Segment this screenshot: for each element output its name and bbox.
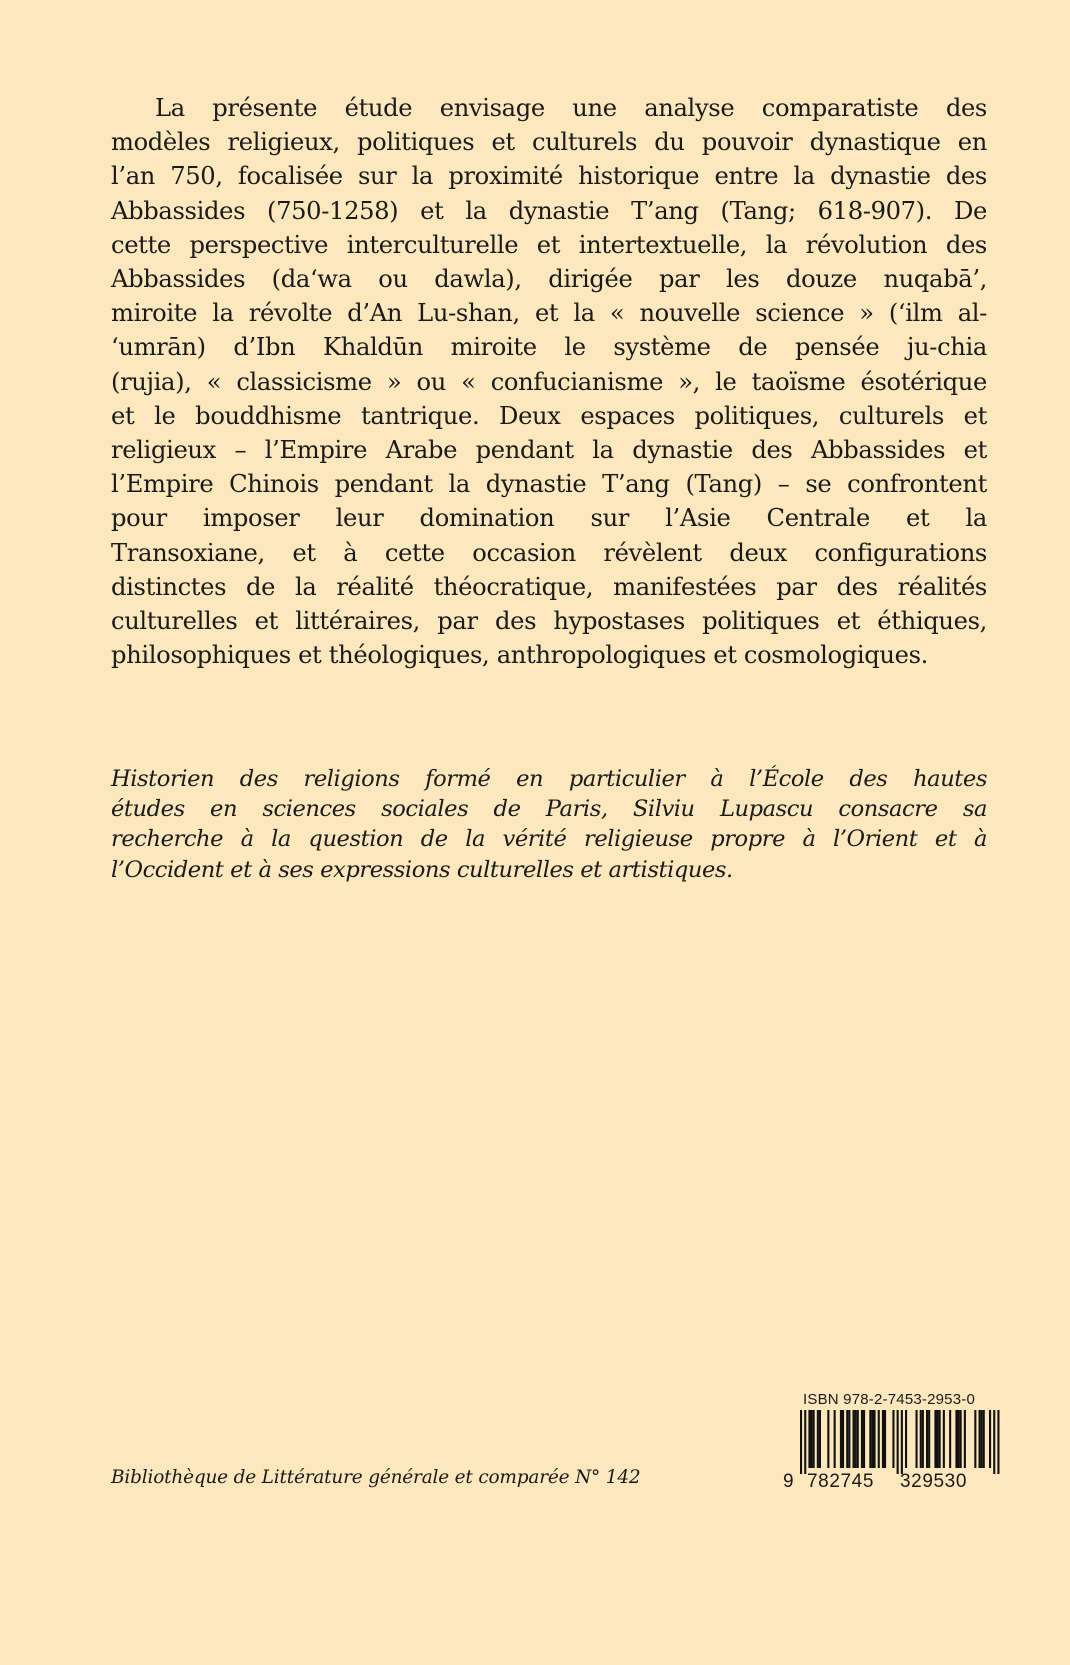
barcode-icon [800, 1410, 1006, 1474]
barcode-bar [834, 1410, 836, 1468]
isbn-digit-group-1: 782745 [807, 1471, 875, 1492]
barcode-bar [901, 1410, 903, 1474]
barcode-bar [960, 1410, 962, 1468]
bio-line: recherche à la question de la vérité religieuse propre à l’Orient et à [111, 826, 987, 853]
barcode-bar [943, 1410, 945, 1468]
barcode-bar [842, 1410, 844, 1468]
barcode-bar [993, 1410, 995, 1474]
barcode-bar [974, 1410, 976, 1468]
bio-line: Historien des religions formé en particulier à l’École des hautes [111, 766, 987, 792]
summary-line: Abbassides (750-1258) et la dynastie T’ang (Tang; 618-907). De [111, 196, 987, 225]
barcode-bar [813, 1410, 815, 1468]
isbn-digit-group-2: 329530 [900, 1471, 968, 1492]
barcode-bar [840, 1410, 842, 1468]
summary-line: miroite la révolte d’An Lu-shan, et la « nouvelle science » (‘ilm al- [111, 299, 987, 328]
barcode-bar [808, 1410, 810, 1468]
barcode-bar [939, 1410, 941, 1468]
barcode-bar [989, 1410, 991, 1468]
barcode-bar [819, 1410, 821, 1468]
bio-line: études en sciences sociales de Paris, Silviu Lupascu consacre sa [111, 796, 987, 823]
barcode-bar [874, 1410, 876, 1468]
summary-line: modèles religieux, politiques et culturels du pouvoir dynastique en [111, 128, 987, 157]
barcode-bar [983, 1410, 985, 1468]
barcode-bar [928, 1410, 930, 1468]
summary-line: (rujia), « classicisme » ou « confucianisme », le taoïsme ésotérique [111, 367, 987, 396]
summary-line: Transoxiane, et à cette occasion révèlent deux configurations [111, 538, 987, 567]
barcode-bar [817, 1410, 819, 1468]
barcode-bar [800, 1410, 802, 1474]
summary-line: et le bouddhisme tantrique. Deux espaces politiques, culturels et [111, 401, 987, 430]
barcode-bar [861, 1410, 863, 1468]
barcode-bar [937, 1410, 939, 1468]
barcode-bar [857, 1410, 859, 1468]
barcode-bar [846, 1410, 848, 1468]
barcode-bar [869, 1410, 871, 1468]
barcode-bar [804, 1410, 806, 1474]
summary-line: l’an 750, focalisée sur la proximité historique entre la dynastie des [111, 162, 987, 191]
summary-line: cette perspective interculturelle et intertextuelle, la révolution des [111, 230, 987, 259]
barcode-bar [848, 1410, 850, 1468]
summary-line: religieux – l’Empire Arabe pendant la dynastie des Abbassides et [111, 436, 987, 465]
barcode-bar [926, 1410, 928, 1468]
barcode-bar [922, 1410, 924, 1468]
barcode-bar [964, 1410, 966, 1468]
barcode-bar [949, 1410, 951, 1468]
summary-line: distinctes de la réalité théocratique, manifestées par des réalités [111, 572, 987, 601]
summary-line: l’Empire Chinois pendant la dynastie T’ang (Tang) – se confrontent [111, 470, 987, 499]
barcode-bar [811, 1410, 813, 1468]
isbn-digit-lead: 9 [783, 1471, 795, 1492]
barcode-bar [884, 1410, 886, 1468]
barcode-bar [853, 1410, 855, 1468]
isbn-barcode [783, 1391, 1008, 1493]
summary-line: culturelles et littéraires, par des hypostases politiques et éthiques, [111, 607, 987, 636]
barcode-bar [863, 1410, 865, 1468]
barcode-bar [897, 1410, 899, 1474]
barcode-bar [878, 1410, 880, 1468]
barcode-bar [958, 1410, 960, 1468]
barcode-bar [934, 1410, 936, 1468]
isbn-label: ISBN 978-2-7453-2953-0 [803, 1391, 976, 1408]
barcode-bar [827, 1410, 829, 1468]
barcode-bar [916, 1410, 918, 1468]
summary-line: ‘umrān) d’Ibn Khaldūn miroite le système de pensée ju-chia [111, 333, 987, 362]
barcode-bar [882, 1410, 884, 1468]
summary-line: philosophiques et théologiques, anthropologiques et cosmologiques. [111, 641, 929, 670]
barcode-bar [855, 1410, 857, 1468]
barcode-bar [905, 1410, 907, 1468]
barcode-bar [871, 1410, 873, 1468]
barcode-bar [892, 1410, 894, 1468]
series-title: Bibliothèque de Littérature générale et comparée N° 142 [111, 1467, 641, 1488]
author-bio [111, 764, 987, 885]
barcode-bar [920, 1410, 922, 1468]
book-summary [111, 91, 987, 672]
barcode-bar [997, 1410, 999, 1474]
barcode-bar [955, 1410, 957, 1468]
summary-line: La présente étude envisage une analyse comparatiste des [155, 94, 987, 122]
summary-line: Abbassides (da‘wa ou dawla), dirigée par les douze nuqabā’, [111, 265, 987, 294]
barcode-bar [979, 1410, 981, 1468]
summary-line: pour imposer leur domination sur l’Asie Centrale et la [111, 504, 987, 533]
bio-line: l’Occident et à ses expressions culturelles et artistiques. [111, 856, 733, 883]
barcode-bar [981, 1410, 983, 1468]
